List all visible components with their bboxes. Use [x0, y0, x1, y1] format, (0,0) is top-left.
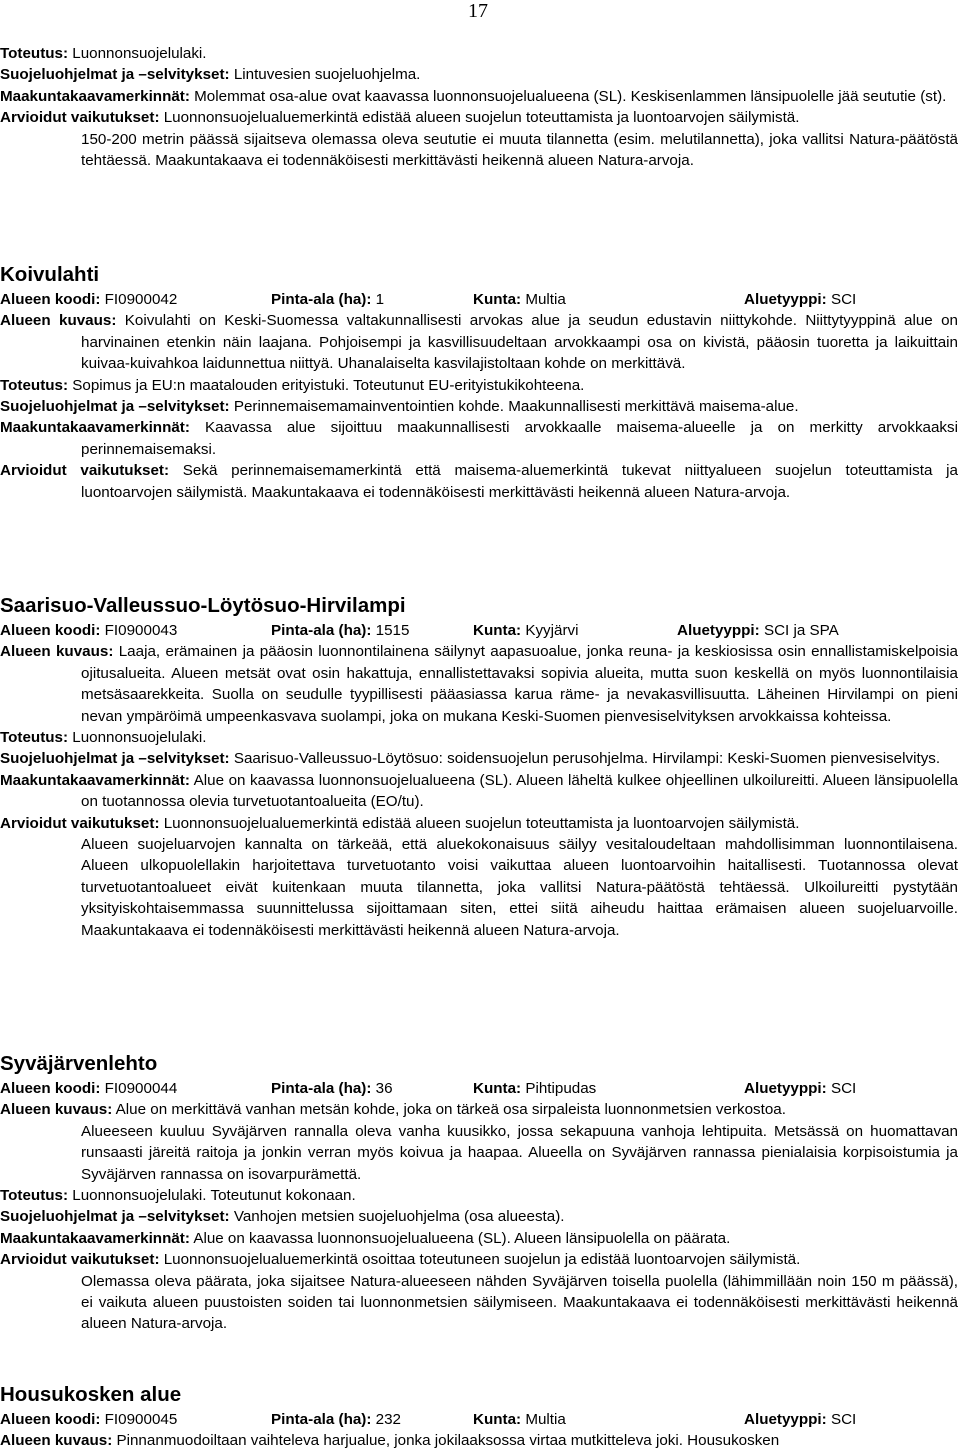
site-meta: Alueen koodi: FI0900044 Pinta-ala (ha): 36 Kunta: Pihtipudas Aluetyyppi: SCI — [0, 1080, 857, 1097]
site-title: Koivulahti — [0, 263, 100, 286]
site-effects: Arvioidut vaikutukset: Luonnonsuojelualuemerkintä edistää alueen suojelun toteuttamista ja luontoarvojen säilymistä. — [0, 814, 800, 832]
site-programs: Suojeluohjelmat ja –selvitykset: Vanhojen metsien suojeluohjelma (osa alueesta). — [0, 1208, 565, 1226]
site-housukoski — [0, 1383, 958, 1452]
site-programs: Suojeluohjelmat ja –selvitykset: Saarisuo-Valleussuo-Löytösuo: soidensuojelun perusohjelma. Hirvilampi: Keski-Suomen pienvesiselvitys. — [0, 750, 941, 768]
intro-effects-cont: 150-200 metrin päässä sijaitseva olemassa oleva seututie ei muuta tilannetta (esim. melutilannetta), joka vallitsi Natura-päätöstä tehtäessä. Maakuntakaava ei todennäköisesti merkittävästi heikennä alueen Natura-arvoja. — [81, 130, 958, 170]
site-implementation: Toteutus: Sopimus ja EU:n maatalouden erityistuki. Toteutunut EU-erityistukikohteena. — [0, 376, 585, 394]
intro-effects: Arvioidut vaikutukset: Luonnonsuojelualuemerkintä edistää alueen suojelun toteuttamista ja luontoarvojen säilymistä. — [0, 109, 800, 127]
site-description: Alueen kuvaus: Alue on merkittävä vanhan metsän kohde, joka on tärkeä osa sirpaleista luonnonmetsien verkostoa. — [0, 1101, 786, 1119]
site-meta: Alueen koodi: FI0900043 Pinta-ala (ha): 1515 Kunta: Kyyjärvi Aluetyyppi: SCI ja SPA — [0, 622, 839, 639]
site-effects: Arvioidut vaikutukset: Sekä perinnemaisemamerkintä että maisema-aluemerkintä tukevat niittyalueen suojelun toteuttamista ja luontoarvojen säilymistä. Maakuntakaava ei todennäköisesti merkittävästi heikennä alueen Natura-arvoja. — [0, 462, 958, 501]
site-description: Alueen kuvaus: Koivulahti on Keski-Suomessa valtakunnallisesti arvokas alue ja seudun edustavin niittykohde. Niittytyyppinä alue on harvinainen etenkin näin laajana. Pohjoisempi ja kasvillisuudeltaan arvokkaampi osa on kivistä, pääosin tuoretta ja laikuittain kuivaa-kuivahkoa laidunnettua niittyä. Uhanalaiselta kasvilajistoltaan kohde on merkittävä. — [0, 312, 958, 373]
site-description: Alueen kuvaus: Pinnanmuodoiltaan vaihteleva harjualue, jonka jokilaaksossa virtaa mutkitteleva joki. Housukosken — [0, 1432, 780, 1450]
intro-section — [0, 43, 958, 171]
site-description-cont: Alueeseen kuuluu Syväjärven rannalla oleva vanha kuusikko, jossa sekapuuna vanhoja lehtipuita. Metsässä on huomattavan runsaasti järeitä raitoja ja jonkin verran myös koivua ja haapaa. Alueella on Syväjärven rannassa pienialaisia korpisoistumia ja Syväjärven rannassa on isovarpurämettä. — [81, 1122, 958, 1183]
site-effects-cont: Olemassa oleva päärata, joka sijaitsee Natura-alueeseen nähden Syväjärven toisella puolella (lähimmillään noin 150 m päässä), ei vaikuta alueen puustoisten soiden tai luonnonmetsien säilymiseen. Maakuntakaava ei todennäköisesti merkittävästi heikennä alueen Natura-arvoja. — [81, 1272, 958, 1333]
site-title: Saarisuo-Valleussuo-Löytösuo-Hirvilampi — [0, 594, 406, 617]
site-saarisuo — [0, 594, 958, 941]
intro-plan: Maakuntakaavamerkinnät: Molemmat osa-alue ovat kaavassa luonnonsuojelualueena (SL). Keskisenlammen länsipuolelle jää seututie (st). — [0, 87, 947, 105]
page-number: 17 — [468, 0, 488, 22]
site-meta: Alueen koodi: FI0900042 Pinta-ala (ha): 1 Kunta: Multia Aluetyyppi: SCI — [0, 291, 857, 308]
site-syvajarvenlehto — [0, 1052, 958, 1335]
site-description: Alueen kuvaus: Laaja, erämainen ja pääosin luonnontilainena säilynyt aapasuoalue, jonka reuna- ja keskiosissa osin ennallistamiskelpoisia ojitusalueita. Alueen metsät ovat osin hakattuja, ennallistettavaksi sopivia alueita, mutta suon keskellä on myös luonnontilaisia metsäsaarekkeita. Suolla on seudulle tyypillisesti pääasiassa karua räme- ja nevakasvillisuutta. Läheinen Hirvilampi on pieni nevan ympäröimä umpeenkasvava suolampi, joka on mukana Keski-Suomen pienvesiselvityksen arvokkaissa kohteissa. — [0, 643, 958, 725]
site-programs: Suojeluohjelmat ja –selvitykset: Perinnemaisemamainventointien kohde. Maakunnallisesti merkittävä maisema-alue. — [0, 398, 799, 416]
site-effects-cont: Alueen suojeluarvojen kannalta on tärkeää, että aluekokonaisuus säilyy vesitaloudeltaan mahdollisimman luonnontilaisena. Alueen ulkopuolellakin harjoitettava turvetuotanto voisi vaikuttaa alueen luontoarvoihin haitallisesti. Tuotannossa olevat turvetuotantoalueet eivät kuitenkaan muuta tilannetta, joka vallitsi Natura-päätöstä tehtäessä. Ulkoilureitti pystytään yksityiskohtaisemmassa suunnittelussa sijoittamaan siten, ettei siitä aiheudu haittaa erämaisen alueen suojeluarvoille. Maakuntakaava ei todennäköisesti merkittävästi heikennä alueen Natura-arvoja. — [81, 836, 958, 939]
site-title: Syväjärvenlehto — [0, 1052, 158, 1075]
site-koivulahti — [0, 263, 958, 503]
site-plan: Maakuntakaavamerkinnät: Kaavassa alue sijoittuu maakunnallisesti arvokkaalle maisema-alueelle ja on merkitty arvokkaaksi perinnemaisemaksi. — [0, 419, 958, 458]
site-meta: Alueen koodi: FI0900045 Pinta-ala (ha): 232 Kunta: Multia Aluetyyppi: SCI — [0, 1411, 857, 1428]
site-implementation: Toteutus: Luonnonsuojelulaki. — [0, 729, 207, 747]
site-plan: Maakuntakaavamerkinnät: Alue on kaavassa luonnonsuojelualueena (SL). Alueen läheltä kulkee ohjeellinen ulkoilureitti. Alueen länsipuolella on tuotannossa olevia turvetuotantoalueita (EO/tu). — [0, 771, 958, 811]
site-implementation: Toteutus: Luonnonsuojelulaki. Toteutunut kokonaan. — [0, 1187, 356, 1205]
site-plan: Maakuntakaavamerkinnät: Alue on kaavassa luonnonsuojelualueena (SL). Alueen länsipuolella on päärata. — [0, 1229, 731, 1247]
site-title: Housukosken alue — [0, 1383, 182, 1406]
site-effects: Arvioidut vaikutukset: Luonnonsuojelualuemerkintä osoittaa toteutuneen suojelun ja edistää luontoarvojen säilymistä. — [0, 1251, 801, 1269]
intro-implementation: Toteutus: Luonnonsuojelulaki. — [0, 45, 207, 62]
intro-programs: Suojeluohjelmat ja –selvitykset: Lintuvesien suojeluohjelma. — [0, 66, 421, 84]
